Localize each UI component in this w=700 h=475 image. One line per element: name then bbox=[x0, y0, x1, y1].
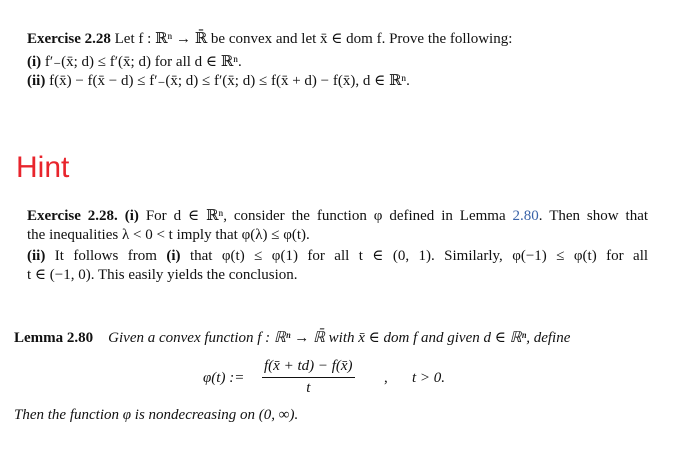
lemma-fraction bbox=[262, 357, 355, 398]
exercise-part-i-label: (i) bbox=[27, 54, 42, 70]
hint-part-ii-label: (ii) bbox=[27, 248, 46, 264]
lemma-definition-lhs: φ(t) := bbox=[203, 370, 245, 386]
hint-part-i-continuation: the inequalities λ < 0 < t imply that φ(λ) ≤ φ(t). bbox=[27, 227, 310, 243]
exercise-part-ii bbox=[27, 72, 410, 91]
hint-line-2 bbox=[27, 226, 310, 245]
hint-heading: Hint bbox=[16, 151, 70, 184]
exercise-statement: Let f : ℝⁿ → ℝ̄ be convex and let x̄ ∈ dom f. Prove the following: bbox=[114, 31, 513, 47]
hint-line-4 bbox=[27, 266, 298, 285]
hint-part-i-text: For d ∈ ℝⁿ, consider the function φ defined in Lemma bbox=[145, 208, 506, 224]
lemma-line-1 bbox=[14, 329, 570, 348]
lemma-statement: Given a convex function f : ℝⁿ → ℝ̄ with x̄ ∈ dom f and given d ∈ ℝⁿ, define bbox=[108, 330, 571, 346]
fraction-numerator: f(x̄ + td) − f(x̄) bbox=[264, 358, 353, 374]
hint-part-i-label: (i) bbox=[124, 208, 139, 224]
exercise-part-ii-label: (ii) bbox=[27, 73, 46, 89]
fraction-bar bbox=[262, 377, 355, 378]
exercise-part-ii-text: f(x̄) − f(x̄ − d) ≤ f′₋(x̄; d) ≤ f′(x̄; d) ≤ f(x̄ + d) − f(x̄), d ∈ ℝⁿ. bbox=[49, 73, 410, 89]
hint-line-3 bbox=[27, 247, 648, 266]
hint-part-i-text-end: . Then show that bbox=[538, 208, 649, 224]
hint-line-1 bbox=[27, 207, 648, 226]
lemma-definition-comma: , bbox=[384, 370, 388, 386]
hint-part-ii-continuation: t ∈ (−1, 0). This easily yields the conclusion. bbox=[27, 267, 298, 283]
lemma-definition-condition: t > 0. bbox=[412, 370, 446, 386]
hint-title: Exercise 2.28. bbox=[27, 208, 118, 224]
exercise-part-i bbox=[27, 53, 242, 72]
exercise-part-i-text: f′₋(x̄; d) ≤ f′(x̄; d) for all d ∈ ℝⁿ. bbox=[44, 54, 242, 70]
lemma-title: Lemma 2.80 bbox=[14, 330, 94, 346]
hint-part-ii-text: It follows from bbox=[54, 248, 157, 264]
exercise-title: Exercise 2.28 bbox=[27, 31, 111, 47]
hint-part-ii-text-end: that φ(t) ≤ φ(1) for all t ∈ (0, 1). Similarly, φ(−1) ≤ φ(t) for all bbox=[189, 248, 649, 264]
fraction-denominator: t bbox=[306, 380, 311, 396]
exercise-line-1 bbox=[27, 30, 512, 49]
hint-part-ii-ref: (i) bbox=[166, 248, 181, 264]
lemma-reference-link[interactable]: 2.80 bbox=[512, 208, 539, 224]
lemma-conclusion: Then the function φ is nondecreasing on (0, ∞). bbox=[14, 407, 299, 423]
